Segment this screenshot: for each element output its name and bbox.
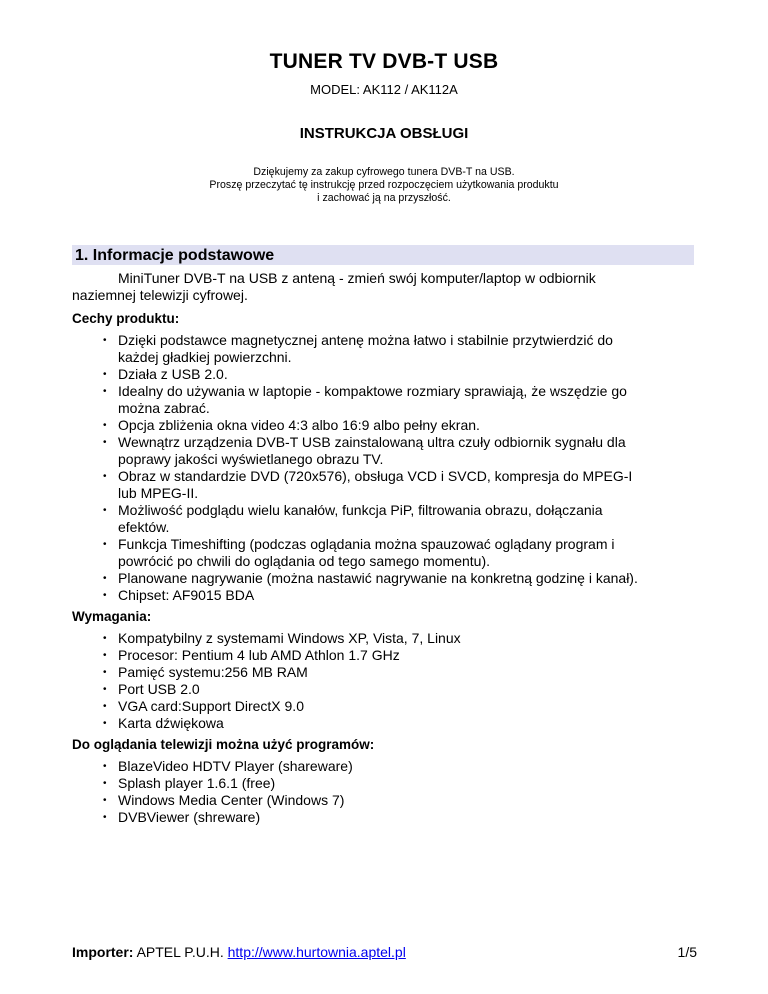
list-item bbox=[72, 434, 697, 468]
bullet-icon: • bbox=[103, 573, 107, 584]
bullet-icon: • bbox=[103, 795, 107, 806]
list-item-text: Opcja zbliżenia okna video 4:3 albo 16:9 albo pełny ekran. bbox=[118, 417, 480, 433]
list-item-text: Wewnątrz urządzenia DVB-T USB zainstalowaną ultra czuły odbiornik sygnału dla bbox=[118, 434, 626, 450]
bullet-icon: • bbox=[103, 420, 107, 431]
list-item-text: Chipset: AF9015 BDA bbox=[118, 587, 255, 603]
list-item-text: Funkcja Timeshifting (podczas oglądania można spauzować oglądany program i bbox=[118, 536, 615, 552]
bullet-icon: • bbox=[103, 667, 107, 678]
list-item bbox=[72, 417, 697, 434]
bullet-icon: • bbox=[103, 812, 107, 823]
list-item bbox=[72, 630, 697, 647]
bullet-icon: • bbox=[103, 505, 107, 516]
list-item-text: Obraz w standardzie DVD (720x576), obsługa VCD i SVCD, kompresja do MPEG-I bbox=[118, 468, 633, 484]
requirements-title: Wymagania: bbox=[72, 609, 152, 624]
list-item-text: każdej gładkiej powierzchni. bbox=[118, 349, 292, 365]
paragraph-line: naziemnej telewizji cyfrowej. bbox=[72, 287, 248, 303]
list-item-text: VGA card:Support DirectX 9.0 bbox=[118, 698, 304, 714]
list-item-text: Karta dźwiękowa bbox=[118, 715, 224, 731]
bullet-icon: • bbox=[103, 335, 107, 346]
bullet-icon: • bbox=[103, 684, 107, 695]
importer-name: APTEL P.U.H. bbox=[136, 944, 224, 960]
document-title: TUNER TV DVB-T USB bbox=[269, 50, 499, 73]
list-item bbox=[72, 366, 697, 383]
requirements-list bbox=[72, 630, 697, 732]
list-item bbox=[72, 715, 697, 732]
list-item-text: Idealny do używania w laptopie - kompaktowe rozmiary sprawiają, że wszędzie go bbox=[118, 383, 627, 399]
section-content bbox=[72, 270, 697, 826]
list-item-text: Pamięć systemu:256 MB RAM bbox=[118, 664, 308, 680]
list-item bbox=[72, 383, 697, 417]
page-number: 1/5 bbox=[677, 944, 697, 960]
list-item-text: BlazeVideo HDTV Player (shareware) bbox=[118, 758, 353, 774]
list-item bbox=[72, 664, 697, 681]
list-item-text: Działa z USB 2.0. bbox=[118, 366, 228, 382]
features-list bbox=[72, 332, 697, 604]
list-item bbox=[72, 792, 697, 809]
list-item bbox=[72, 647, 697, 664]
list-item-text: poprawy jakości wyświetlanego obrazu TV. bbox=[118, 451, 384, 467]
programs-list bbox=[72, 758, 697, 826]
bullet-icon: • bbox=[103, 539, 107, 550]
list-item bbox=[72, 536, 697, 570]
list-item-text: Port USB 2.0 bbox=[118, 681, 200, 697]
list-item bbox=[72, 587, 697, 604]
bullet-icon: • bbox=[103, 650, 107, 661]
list-item-text: efektów. bbox=[118, 519, 170, 535]
bullet-icon: • bbox=[103, 761, 107, 772]
paragraph-line: MiniTuner DVB-T na USB z anteną - zmień swój komputer/laptop w odbiornik bbox=[118, 270, 596, 286]
list-item-text: Kompatybilny z systemami Windows XP, Vista, 7, Linux bbox=[118, 630, 461, 646]
list-item bbox=[72, 502, 697, 536]
intro-text bbox=[0, 166, 768, 205]
list-item bbox=[72, 332, 697, 366]
list-item-text: można zabrać. bbox=[118, 400, 210, 416]
bullet-icon: • bbox=[103, 369, 107, 380]
list-item bbox=[72, 775, 697, 792]
list-item-text: Procesor: Pentium 4 lub AMD Athlon 1.7 GHz bbox=[118, 647, 400, 663]
list-item-text: lub MPEG-II. bbox=[118, 485, 199, 501]
list-item bbox=[72, 468, 697, 502]
bullet-icon: • bbox=[103, 778, 107, 789]
page-footer bbox=[72, 944, 697, 960]
features-title: Cechy produktu: bbox=[72, 311, 180, 326]
model-line: MODEL: AK112 / AK112A bbox=[310, 82, 458, 97]
bullet-icon: • bbox=[103, 701, 107, 712]
list-item-text: Dzięki podstawce magnetycznej antenę można łatwo i stabilnie przytwierdzić do bbox=[118, 332, 613, 348]
bullet-icon: • bbox=[103, 590, 107, 601]
list-item bbox=[72, 809, 697, 826]
intro-line: Dziękujemy za zakup cyfrowego tunera DVB-T na USB. bbox=[253, 166, 515, 178]
importer-link[interactable]: http://www.hurtownia.aptel.pl bbox=[227, 944, 406, 960]
importer-label: Importer: bbox=[72, 944, 134, 960]
manual-subtitle: INSTRUKCJA OBSŁUGI bbox=[299, 125, 469, 142]
bullet-icon: • bbox=[103, 633, 107, 644]
intro-line: Proszę przeczytać tę instrukcję przed rozpoczęciem użytkowania produktu bbox=[209, 179, 559, 191]
list-item bbox=[72, 570, 697, 587]
list-item bbox=[72, 698, 697, 715]
list-item bbox=[72, 758, 697, 775]
intro-line: i zachować ją na przyszłość. bbox=[317, 192, 451, 204]
list-item-text: powrócić po chwili do oglądania od tego samego momentu). bbox=[118, 553, 490, 569]
list-item-text: Splash player 1.6.1 (free) bbox=[118, 775, 276, 791]
list-item bbox=[72, 681, 697, 698]
bullet-icon: • bbox=[103, 471, 107, 482]
section-heading: 1. Informacje podstawowe bbox=[72, 245, 694, 265]
bullet-icon: • bbox=[103, 386, 107, 397]
list-item-text: Planowane nagrywanie (można nastawić nagrywanie na konkretną godzinę i kanał). bbox=[118, 570, 638, 586]
programs-title: Do oglądania telewizji można użyć programów: bbox=[72, 737, 375, 752]
list-item-text: Możliwość podglądu wielu kanałów, funkcja PiP, filtrowania obrazu, dołączania bbox=[118, 502, 603, 518]
bullet-icon: • bbox=[103, 718, 107, 729]
list-item-text: DVBViewer (shreware) bbox=[118, 809, 261, 825]
list-item-text: Windows Media Center (Windows 7) bbox=[118, 792, 345, 808]
intro-paragraph bbox=[72, 270, 697, 304]
bullet-icon: • bbox=[103, 437, 107, 448]
